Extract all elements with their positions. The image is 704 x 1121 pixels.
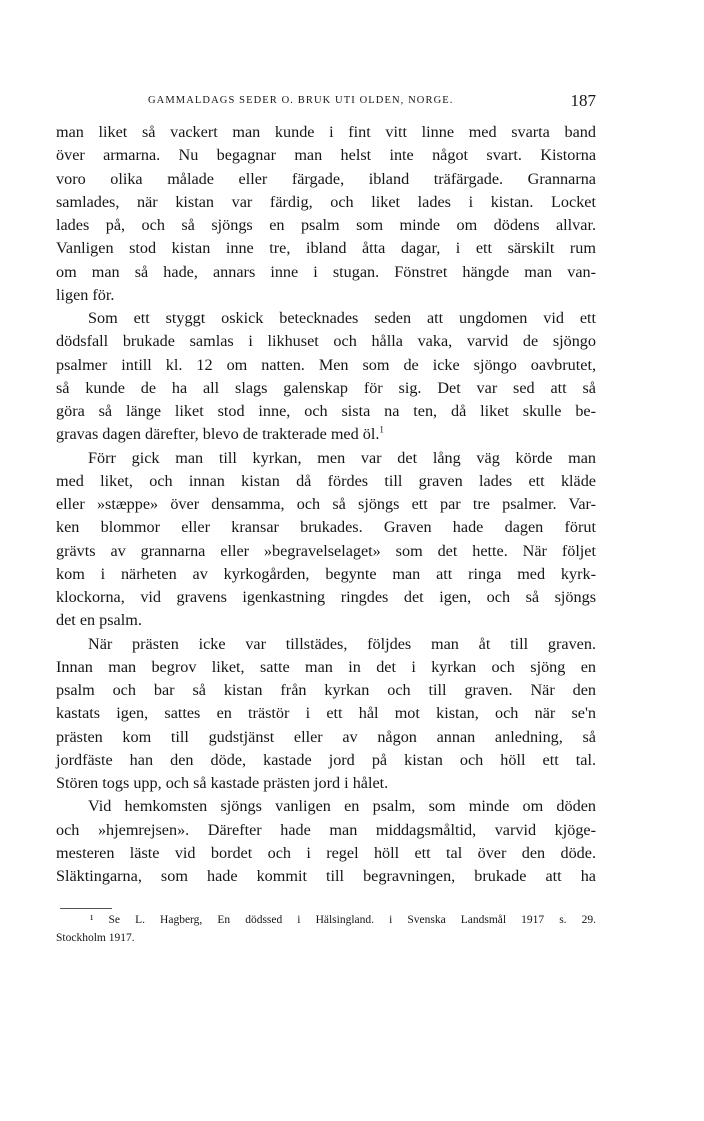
text-line: ken blommor eller kransar brukades. Graven hade dagen förut <box>56 518 596 537</box>
footnote-line: ¹ Se L. Hagberg, En dödssed i Hälsingland. i Svenska Landsmål 1917 s. 29. <box>90 914 596 926</box>
text-line: samlades, när kistan var färdig, och liket lades i kistan. Locket <box>56 192 596 211</box>
text-line: med liket, och innan kistan då fördes till graven lades ett kläde <box>56 471 596 490</box>
body-text <box>56 121 596 888</box>
text-line: jordfäste han den döde, kastade jord på kistan och höll ett tal. <box>56 750 596 769</box>
text-line: det en psalm. <box>56 611 142 630</box>
paragraph-4 <box>56 633 596 796</box>
text-line: dödsfall brukade samlas i likhuset och hålla vaka, varvid de sjöngo <box>56 332 596 351</box>
text-line: Som ett styggt oskick betecknades seden att ungdomen vid ett <box>88 309 596 327</box>
paragraph-1 <box>56 121 596 307</box>
text-line-content: gravas dagen därefter, blevo de trakterade med öl. <box>56 425 380 444</box>
text-line: Stören togs upp, och så kastade prästen jord i hålet. <box>56 774 389 792</box>
text-line: över armarna. Nu begagnar man helst inte något svart. Kistorna <box>56 146 596 165</box>
text-line: Vid hemkomsten sjöngs vanligen en psalm, som minde om döden <box>88 797 596 816</box>
text-line-with-note <box>56 423 596 446</box>
text-line: man liket så vackert man kunde i fint vitt linne med svarta band <box>56 123 596 141</box>
paragraph-5 <box>56 795 596 888</box>
text-line: Förr gick man till kyrkan, men var det lång väg körde man <box>88 448 596 467</box>
text-line: prästen kom till gudstjänst eller av någon annan anledning, så <box>56 727 596 746</box>
footnote <box>56 911 596 947</box>
text-line: kastats igen, sattes en trästör i ett hål mot kistan, och när se'n <box>56 704 596 723</box>
text-line: mesteren läste vid bordet och i regel höll ett tal över den döde. <box>56 843 596 862</box>
text-line: så kunde de ha all slags galenskap för sig. Det var sed att så <box>56 378 596 397</box>
text-line: kom i närheten av kyrkogården, begynte man att ringa med kyrk- <box>56 564 596 583</box>
text-line: psalm och bar så kistan från kyrkan och till graven. När den <box>56 681 596 699</box>
page-number: 187 <box>570 91 596 110</box>
text-line: om man så hade, annars inne i stugan. Fönstret hängde man van- <box>56 262 596 281</box>
text-line: Släktingarna, som hade kommit till begravningen, brukade att ha <box>56 867 596 885</box>
footnote-line: Stockholm 1917. <box>56 932 135 944</box>
text-line: lades på, och så sjöngs en psalm som minde om dödens allvar. <box>56 216 596 234</box>
paragraph-3 <box>56 447 596 633</box>
text-line: Vanligen stod kistan inne tre, ibland åtta dagar, i ett särskilt rum <box>56 239 596 258</box>
text-line: voro olika målade eller färgade, ibland träfärgade. Grannarna <box>56 169 596 188</box>
text-line: eller »stæppe» över densamma, och så sjöngs ett par tre psalmer. Var- <box>56 495 596 513</box>
text-line: ligen för. <box>56 285 115 304</box>
page-header <box>56 91 596 113</box>
text-line: Innan man begrov liket, satte man in det i kyrkan och sjöng en <box>56 657 596 676</box>
text-line: När prästen icke var tillstädes, följdes man åt till graven. <box>88 634 596 653</box>
text-line: göra så länge liket stod inne, och sista na ten, då liket skulle be- <box>56 402 596 420</box>
running-head: GAMMALDAGS SEDER O. BRUK UTI OLDEN, NORGE. <box>148 95 454 106</box>
footnote-separator <box>60 908 112 909</box>
text-line: klockorna, vid gravens igenkastning ringdes det igen, och så sjöngs <box>56 588 596 606</box>
text-line: och »hjemrejsen». Därefter hade man middagsmåltid, varvid kjöge- <box>56 820 596 839</box>
footnote-reference[interactable]: 1 <box>379 424 384 435</box>
text-line: grävts av grannarna eller »begravelselaget» som det hette. När följet <box>56 541 596 560</box>
paragraph-2 <box>56 307 596 447</box>
text-line: psalmer intill kl. 12 om natten. Men som de icke sjöngo oavbrutet, <box>56 355 596 374</box>
